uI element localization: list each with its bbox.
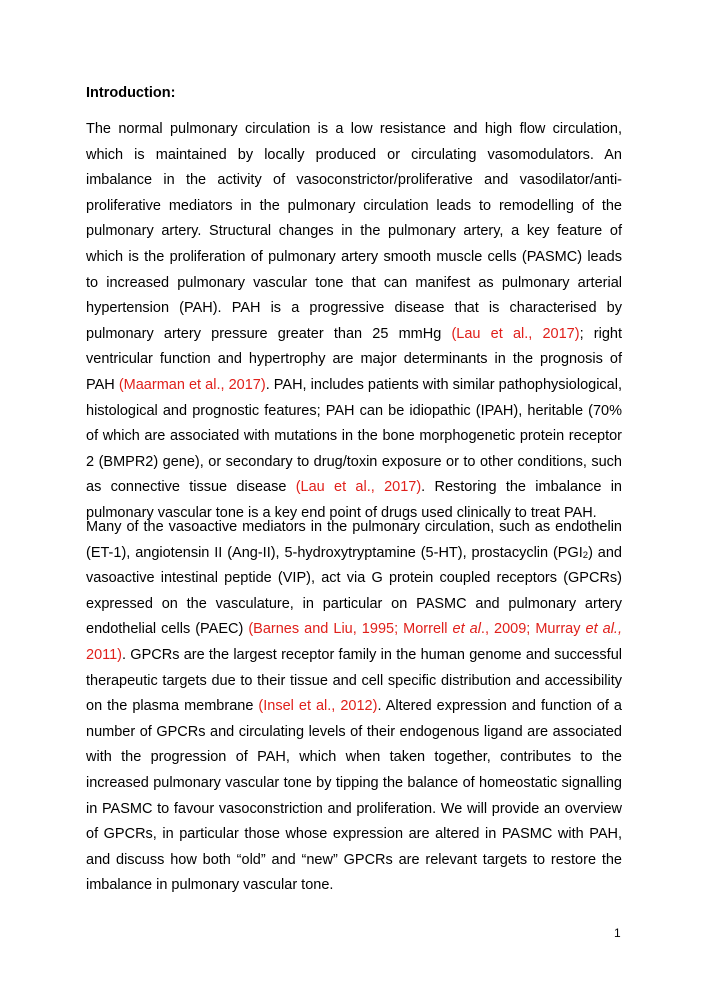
paragraph-text: The normal pulmonary circulation is a low resistance and high flow circulation, which is maintained by locally produced or circulating vasomodulators. An imbalance in the activity of vasoconstrictor/proliferative and vasodilator/anti-proliferative mediators in the pulmonary circulation leads to remodelling of the pulmonary artery. Structural changes in the pulmonary artery, a key feature of which is the proliferation of pulmonary artery smooth muscle cells (PASMC) leads to increased pulmonary vascular tone that can manifest as pulmonary arterial hypertension (PAH). PAH is a progressive disease that is characterised by pulmonary artery pressure greater than 25 mmHg <box>86 121 622 342</box>
page-number: 1 <box>614 926 621 940</box>
citation-link[interactable]: (Lau et al., 2017) <box>295 479 422 496</box>
paragraph-text: ) and vasoactive intestinal peptide (VIP), act via G protein coupled receptors (GPCRs) expressed on the vasculature, in particular on PASMC and pulmonary artery endothelial cells (PAEC) <box>86 544 622 638</box>
paragraph-2 <box>86 515 622 899</box>
citation-text: (Barnes and Liu, 1995; Morrell <box>248 621 453 638</box>
paragraph-text: . Altered expression and function of a number of GPCRs and circulating levels of their endogenous ligand are associated with the progression of PAH, which when taken together, contributes to the increased pulmonary vascular tone by tipping the balance of homeostatic signalling in PASMC to favour vasoconstriction and proliferation. We will provide an overview of GPCRs, in particular those whose expression are altered in PASMC with PAH, and discuss how both “old” and “new” GPCRs are relevant targets to restore the imbalance in pulmonary vascular tone. <box>86 698 622 894</box>
paragraph-text: Many of the vasoactive mediators in the pulmonary circulation, such as endothelin (ET-1), angiotensin II (Ang-II), 5-hydroxytryptamine (5-HT), prostacyclin (PGI <box>86 519 622 561</box>
citation-link[interactable]: (Maarman et al., 2017) <box>118 376 266 393</box>
citation-text: 2011) <box>86 646 123 663</box>
paragraph-text: . GPCRs are the largest receptor family in the human genome and successful therapeutic targets due to their tissue and cell specific distribution and accessibility on the plasma membrane <box>86 646 622 715</box>
paragraph-text: ; right ventricular function and hypertrophy are major determinants in the prognosis of PAH <box>86 325 622 393</box>
section-heading: Introduction: <box>86 85 176 101</box>
citation-text: ., 2009; Murray <box>480 621 586 638</box>
citation-link[interactable]: (Insel et al., 2012) <box>258 698 378 715</box>
paragraph-1 <box>86 117 622 527</box>
paragraph-text: . PAH, includes patients with similar pathophysiological, histological and prognostic features; PAH can be idiopathic (IPAH), heritable (70% of which are associated with mutations in the bone morphogenetic protein receptor 2 (BMPR2) gene), or secondary to drug/toxin exposure or to other conditions, such as connective tissue disease <box>86 376 622 496</box>
citation-italic: et al <box>452 621 481 638</box>
paragraph-text: . Restoring the imbalance in pulmonary vascular tone is a key end point of drugs used clinically to treat PAH. <box>86 479 622 521</box>
citation-italic: et al., <box>585 621 622 638</box>
citation-link[interactable]: (Lau et al., 2017) <box>451 325 580 342</box>
subscript: 2 <box>582 549 589 561</box>
